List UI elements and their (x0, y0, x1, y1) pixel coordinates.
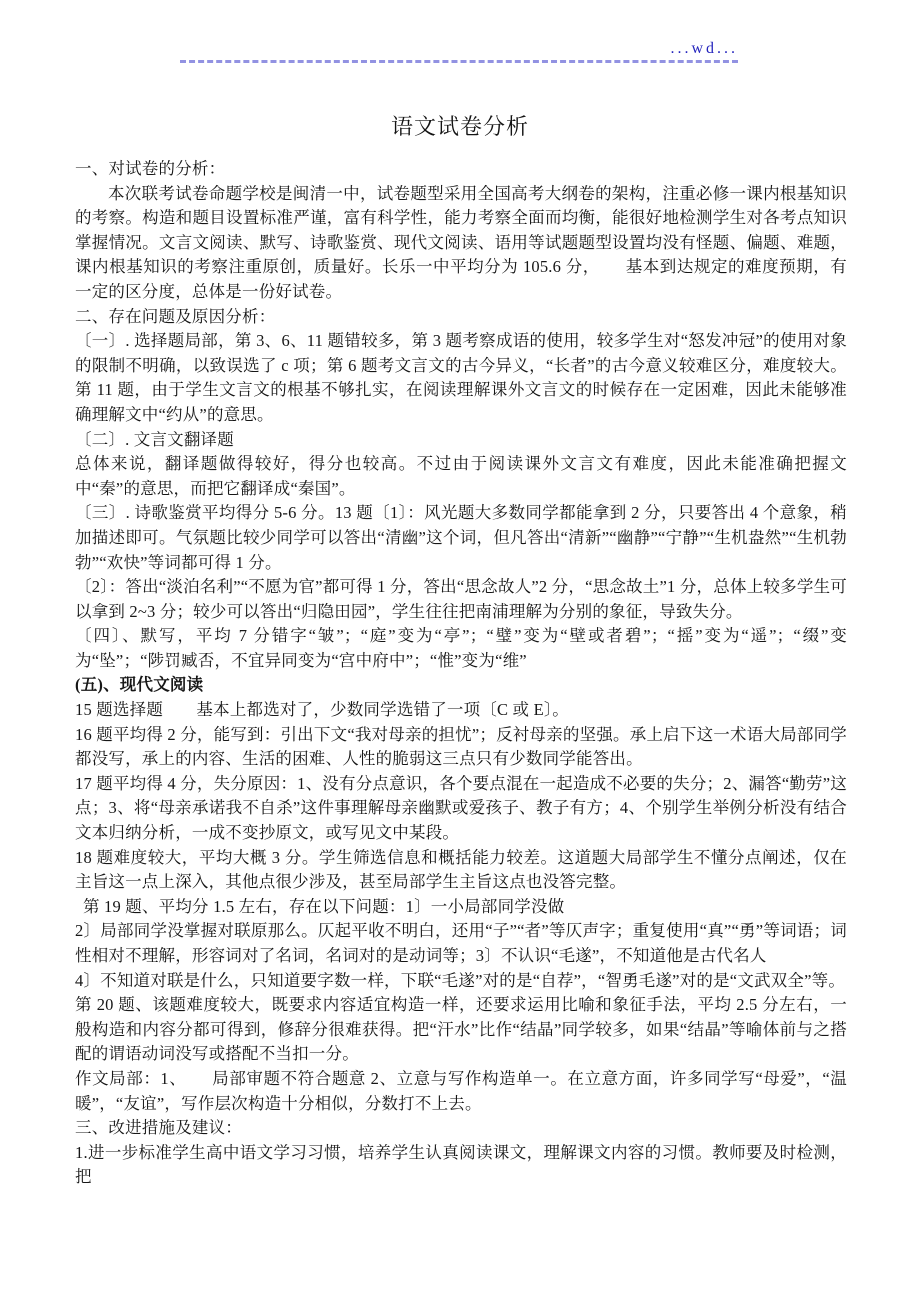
paragraph-multiple-choice: 〔一〕. 选择题局部，第 3、6、11 题错较多，第 3 题考察成语的使用，较多学生对“怒发冲冠”的使用对象的限制不明确，以致误选了 c 项；第 6 题考文言文的古今异义，“长者”的古今意义较难区分，难度较大。第 11 题，由于学生文言文的根基不够扎实，在阅读理解课外文言文的时候存在一定困难，因此未能够准确理解文中“约从”的意思。 (75, 331, 847, 424)
paragraph-suggestion-1: 1.进一步标准学生高中语文学习习惯，培养学生认真阅读课文，理解课文内容的习惯。教师要及时检测，把 (75, 1142, 847, 1187)
section-1-heading: 一、对试卷的分析： (75, 159, 226, 178)
paragraph-q19-intro: 第 19 题、平均分 1.5 左右，存在以下问题：1〕一小局部同学没做 (83, 896, 565, 916)
paragraph-q19-item4: 4〕不知道对联是什么，只知道要字数一样，下联“毛遂”对的是“自荐”，“智勇毛遂”对的是“文武双全”等。 (75, 970, 846, 990)
paragraph-exam-overview: 本次联考试卷命题学校是闽清一中，试卷题型采用全国高考大纲卷的架构，注重必修一课内根基知识的考察。构造和题目设置标准严谨，富有科学性，能力考察全面而均衡，能很好地检测学生对各考点知识掌握情况。文言文阅读、默写、诗歌鉴赏、现代文阅读、语用等试题题型设置均没有怪题、偏题、难题，课内根基知识的考察注重原创，质量好。长乐一中平均分为 105.6 分， 基本到达规定的难度预期，有一定的区分度，总体是一份好试卷。 (75, 183, 847, 301)
paragraph-composition: 作文局部：1、 局部审题不符合题意 2、立意与写作构造单一。在立意方面，许多同学写“母爱”，“温暖”，“友谊”，写作层次构造十分相似，分数打不上去。 (75, 1068, 847, 1113)
paragraph-q18: 18 题难度较大，平均大概 3 分。学生筛选信息和概括能力较差。这道题大局部学生不懂分点阐述，仅在主旨这一点上深入，其他点很少涉及，甚至局部学生主旨这点也没答完整。 (75, 847, 847, 892)
paragraph-dictation: 〔四〕、默写，平均 7 分错字“皱”；“庭”变为“亭”；“璧”变为“壁或者碧”；“摇”变为“遥”；“缀”变为“坠”；“陟罚臧否，不宜异同变为“宫中府中”；“惟”变为“维” (75, 626, 847, 670)
paragraph-q16: 16 题平均得 2 分，能写到：引出下文“我对母亲的担忧”；反衬母亲的坚强。承上启下这一术语大局部同学都没写，承上的内容、生活的困难、人性的脆弱这三点只有少数同学能答出。 (75, 724, 847, 769)
section-3-heading: 三、改进措施及建议： (75, 1118, 242, 1138)
paragraph-q20: 第 20 题、该题难度较大，既要求内容适宜构造一样，还要求运用比喻和象征手法，平均 2.5 分左右，一般构造和内容分都可得到，修辞分很难获得。把“汗水”比作“结晶”同学较多，如果“结晶”等喻体前与之搭配的谓语动词没写或搭配不当扣一分。 (75, 995, 847, 1064)
header-dashed-rule (180, 38, 738, 63)
paragraph-translation-heading: 〔二〕. 文言文翻译题 (75, 429, 234, 449)
paragraph-modern-reading-heading: (五)、现代文阅读 (75, 675, 204, 695)
paragraph-q17: 17 题平均得 4 分，失分原因：1、没有分点意识，各个要点混在一起造成不必要的失分；2、漏答“勤劳”这点；3、将“母亲承诺我不自杀”这件事理解母亲幽默或爱孩子、教子有方；4、个别学生举例分析没有结合文本归纳分析，一成不变抄原文，或写见文中某段。 (75, 773, 847, 843)
page-title: 语文试卷分析 (390, 114, 529, 139)
document-body (75, 157, 847, 1190)
paragraph-poetry-q2: 〔2〕：答出“淡泊名利”“不愿为官”都可得 1 分，答出“思念故人”2 分，“思念故土”1 分，总体上较多学生可以拿到 2~3 分；较少可以答出“归隐田园”，学生往往把南浦理解为分别的象征，导致失分。 (75, 577, 847, 621)
paragraph-translation-detail: 总体来说，翻译题做得较好，得分也较高。不过由于阅读课外文言文有难度，因此未能准确把握文中“秦”的意思，而把它翻译成“秦国”。 (75, 454, 847, 498)
section-2-heading: 二、存在问题及原因分析： (75, 306, 276, 326)
paragraph-q19-item2-3: 2〕局部同学没掌握对联原那么。仄起平收不明白，还用“子”“者”等仄声字；重复使用“真”“勇”等词语；词性相对不理解，形容词对了名词，名词对的是动词等；3〕不认识“毛遂”，不知道他是古代名人 (75, 921, 847, 965)
paragraph-poetry-q1: 〔三〕. 诗歌鉴赏平均得分 5-6 分。13 题〔1〕：风光题大多数同学都能拿到 2 分，只要答出 4 个意象，稍加描述即可。气氛题比较少同学可以答出“清幽”这个词，但凡答出“清新”“幽静”“宁静”“生机盎然”“生机勃勃”“欢快”等词都可得 1 分。 (75, 503, 847, 572)
watermark-text: ...wd... (670, 40, 738, 57)
paragraph-q15: 15 题选择题 基本上都选对了，少数同学选错了一项〔C 或 E〕。 (75, 700, 570, 720)
